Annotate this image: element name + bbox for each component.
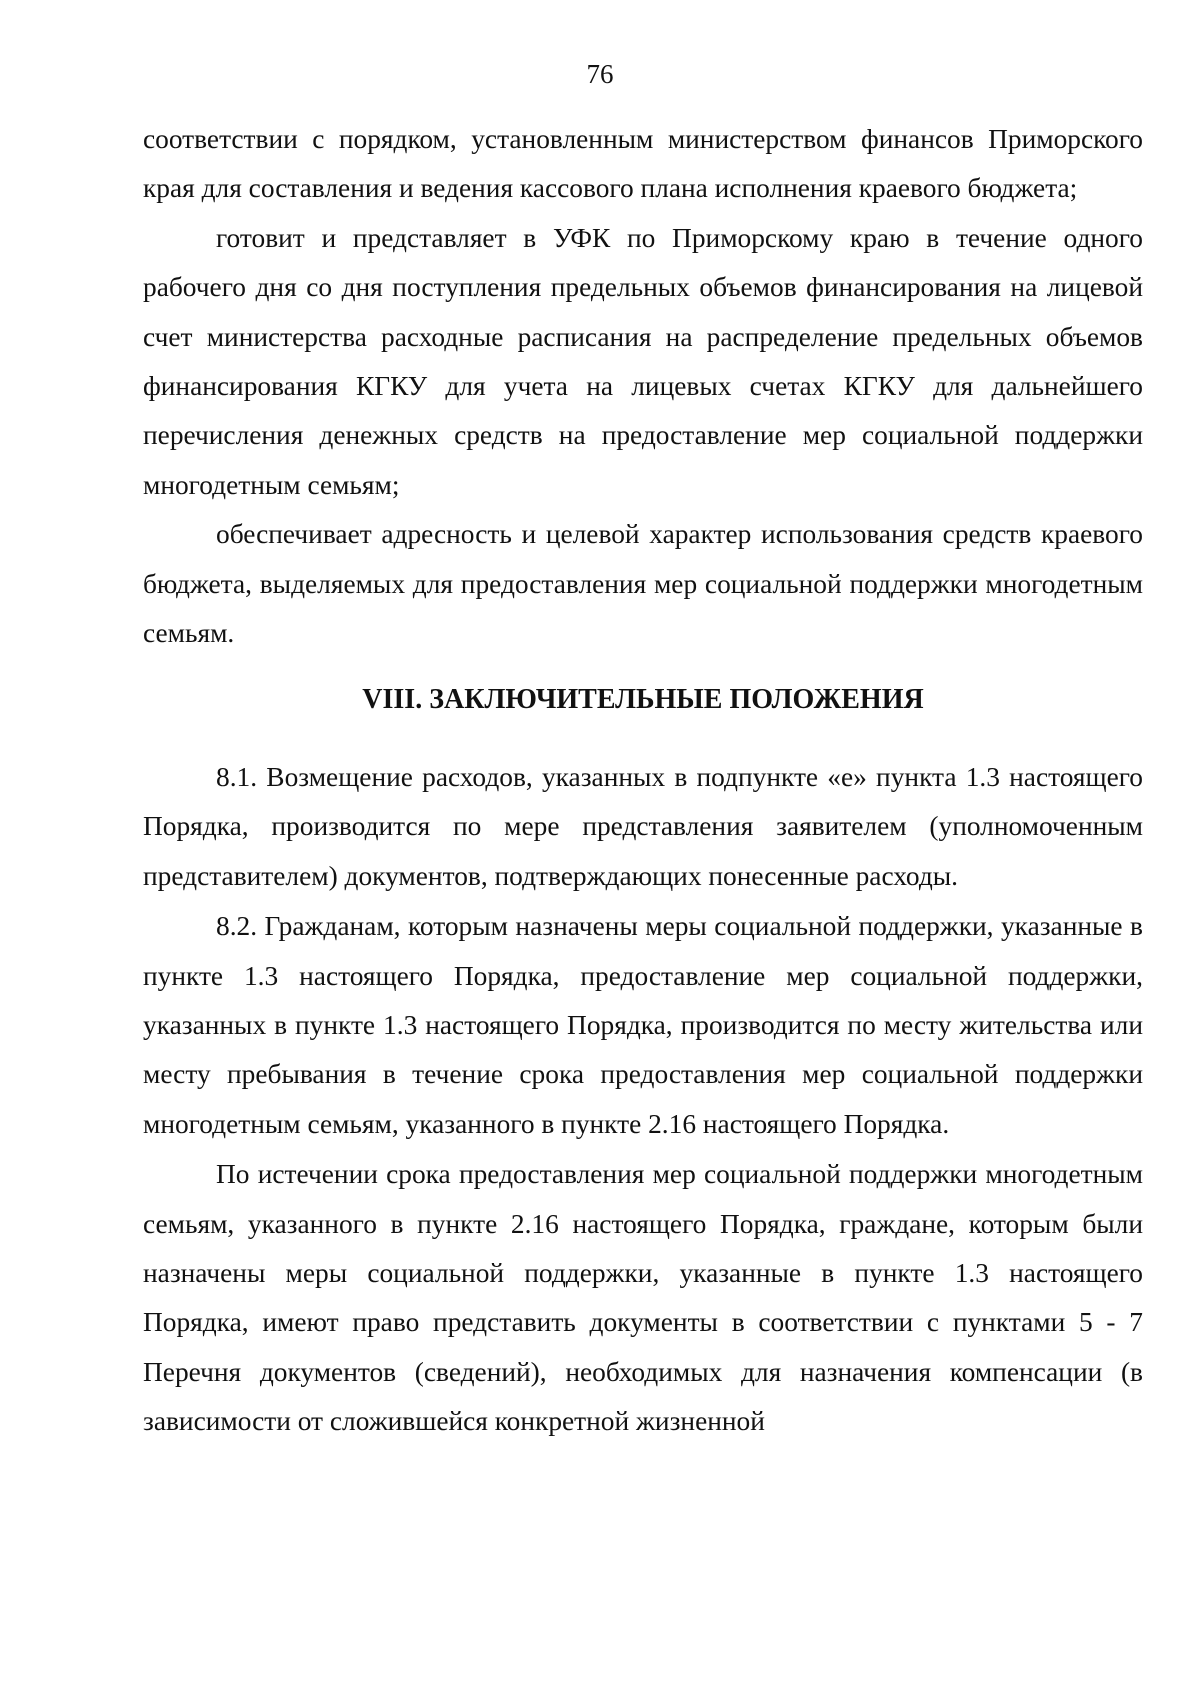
paragraph-prepares-schedules: готовит и представляет в УФК по Приморскому краю в течение одного рабочего дня со дня поступления предельных объемов финансирования на лицевой счет министерства расходные расписания на распределение предельных объемов финансирования КГКУ для учета на лицевых счетах КГКУ для дальнейшего перечисления денежных средств на предоставление мер социальной поддержки многодетным семьям; bbox=[143, 222, 1143, 500]
paragraph-8-2: 8.2. Гражданам, которым назначены меры социальной поддержки, указанные в пункте 1.3 настоящего Порядка, предоставление мер социальной поддержки, указанных в пункте 1.3 настоящего Порядка, производится по месту жительства или месту пребывания в течение срока предоставления мер социальной поддержки многодетным семьям, указанного в пункте 2.16 настоящего Порядка. bbox=[143, 911, 1143, 1139]
page-number: 76 bbox=[586, 59, 614, 89]
body-text-top bbox=[143, 115, 1143, 658]
paragraph-ensures-targeting: обеспечивает адресность и целевой характер использования средств краевого бюджета, выделяемых для предоставления мер социальной поддержки многодетным семьям. bbox=[143, 519, 1143, 649]
paragraph-8-1: 8.1. Возмещение расходов, указанных в подпункте «е» пункта 1.3 настоящего Порядка, производится по мере представления заявителем (уполномоченным представителем) документов, подтверждающих понесенные расходы. bbox=[143, 762, 1143, 891]
paragraph-expiry: По истечении срока предоставления мер социальной поддержки многодетным семьям, указанного в пункте 2.16 настоящего Порядка, граждане, которым были назначены меры социальной поддержки, указанные в пункте 1.3 настоящего Порядка, имеют право представить документы в соответствии с пунктами 5 - 7 Перечня документов (сведений), необходимых для назначения компенсации (в зависимости от сложившейся конкретной жизненной bbox=[143, 1159, 1143, 1437]
section-heading: VIII. ЗАКЛЮЧИТЕЛЬНЫЕ ПОЛОЖЕНИЯ bbox=[362, 684, 924, 715]
body-text-section bbox=[143, 753, 1143, 1447]
paragraph-continuation: соответствии с порядком, установленным министерством финансов Приморского края для составления и ведения кассового плана исполнения краевого бюджета; bbox=[143, 124, 1143, 204]
